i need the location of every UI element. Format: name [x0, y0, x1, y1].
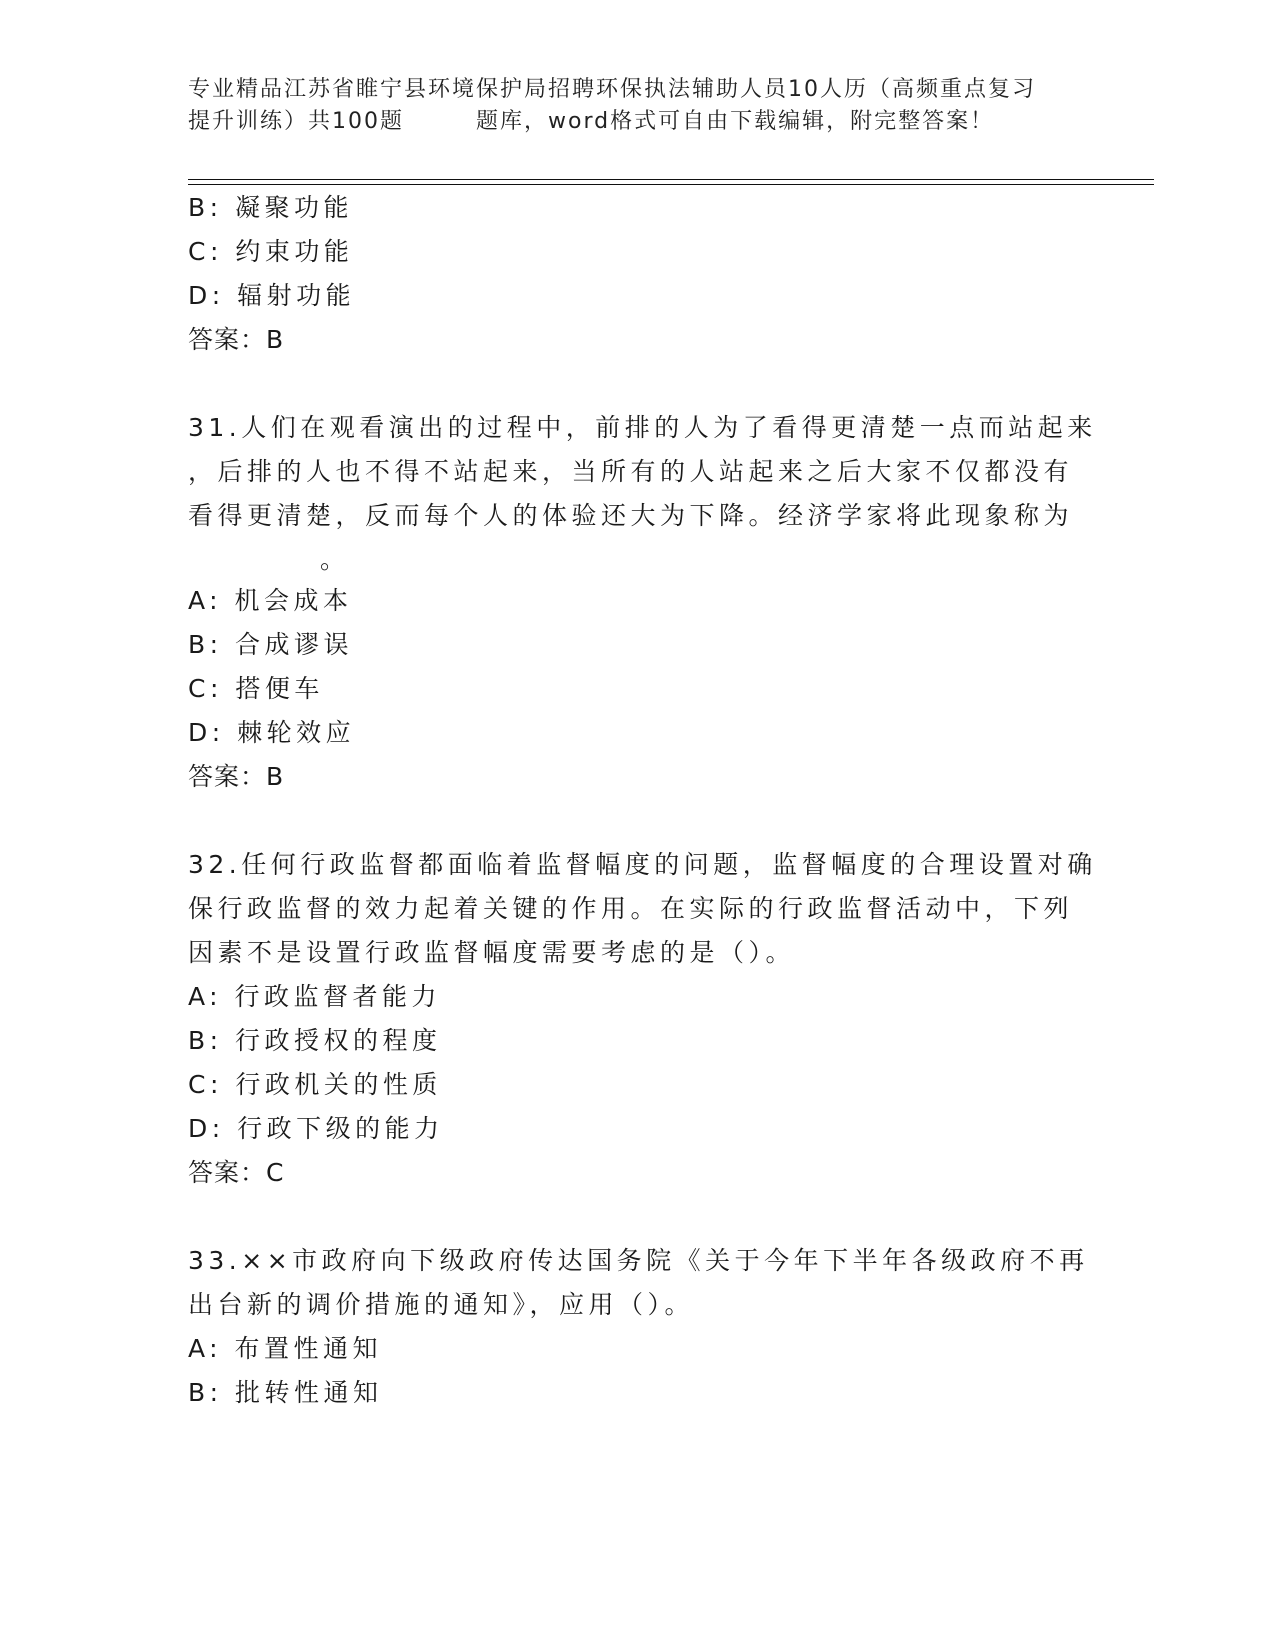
q32-text-line-1: 32.任何行政监督都面临着监督幅度的问题，监督幅度的合理设置对确: [188, 850, 1097, 879]
q31-text-line-2: ，后排的人也不得不站起来，当所有的人站起来之后大家不仅都没有: [188, 457, 1074, 486]
q31-answer: 答案：B: [188, 762, 285, 791]
q33-option-b: B: 批转性通知: [188, 1378, 383, 1407]
header-line-1: 专业精品江苏省睢宁县环境保护局招聘环保执法辅助人员10人历（高频重点复习: [188, 77, 1036, 102]
q33-text-line-2: 出台新的调价措施的通知》，应用（）。: [188, 1290, 695, 1319]
q32-text-line-2: 保行政监督的效力起着关键的作用。在实际的行政监督活动中，下列: [188, 894, 1074, 923]
prev-option-d: D: 辐射功能: [188, 281, 356, 310]
q32-option-b: B: 行政授权的程度: [188, 1026, 442, 1055]
q32-option-c: C: 行政机关的性质: [188, 1070, 442, 1099]
header-divider-bottom: [188, 184, 1154, 185]
q32-option-d: D: 行政下级的能力: [188, 1114, 444, 1143]
q32-option-a: A: 行政监督者能力: [188, 982, 442, 1011]
q31-text-line-3: 看得更清楚，反而每个人的体验还大为下降。经济学家将此现象称为: [188, 501, 1074, 530]
q32-text-line-3: 因素不是设置行政监督幅度需要考虑的是（）。: [188, 938, 796, 967]
prev-option-b: B: 凝聚功能: [188, 193, 354, 222]
q31-text-line-1: 31.人们在观看演出的过程中，前排的人为了看得更清楚一点而站起来: [188, 413, 1097, 442]
q31-option-d: D: 棘轮效应: [188, 718, 356, 747]
q33-text-line-1: 33.××市政府向下级政府传达国务院《关于今年下半年各级政府不再: [188, 1246, 1089, 1275]
q31-option-b: B: 合成谬误: [188, 630, 354, 659]
q32-answer: 答案：C: [188, 1158, 285, 1187]
page-header: [188, 74, 1088, 138]
header-line-2: [188, 106, 1088, 138]
q31-option-a: A: 机会成本: [188, 586, 353, 615]
header-line-2-part-2: 题库，word格式可自由下载编辑，附完整答案！: [476, 109, 995, 134]
q31-option-c: C: 搭便车: [188, 674, 324, 703]
header-line-2-part-1: 提升训练）共100题: [188, 109, 404, 134]
prev-option-c: C: 约束功能: [188, 237, 354, 266]
header-divider-top: [188, 179, 1154, 180]
q31-text-line-4: 。: [320, 545, 350, 574]
prev-answer: 答案：B: [188, 325, 285, 354]
q33-option-a: A: 布置性通知: [188, 1334, 383, 1363]
